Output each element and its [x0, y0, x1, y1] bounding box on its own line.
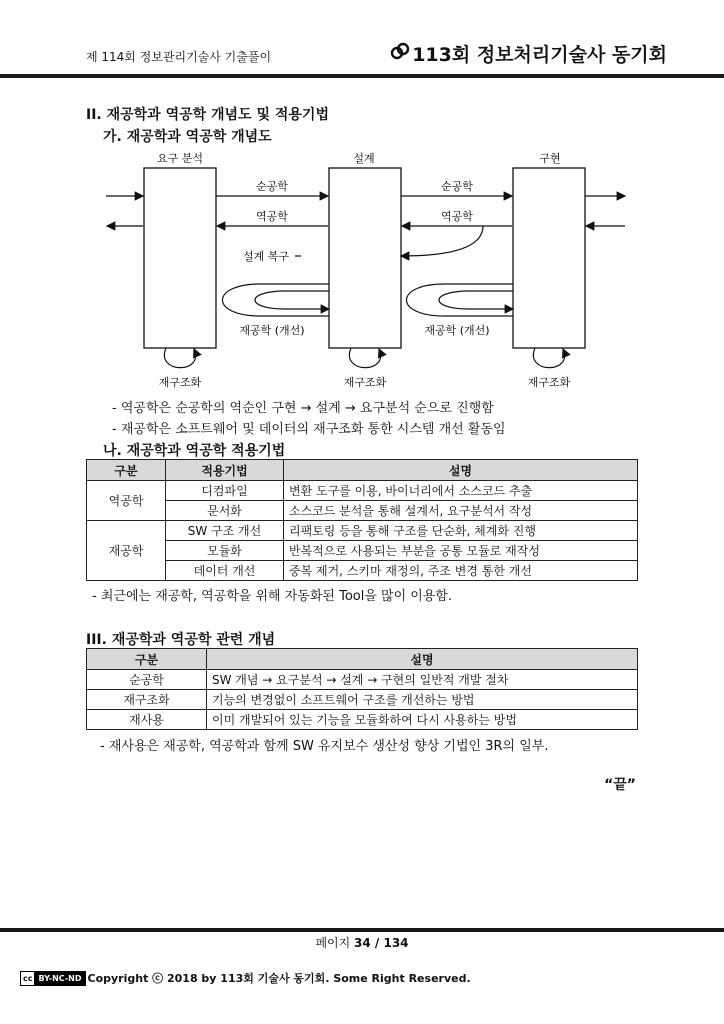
- page-separator: /: [370, 936, 384, 950]
- section3-title: III. 재공학과 역공학 관련 개념: [86, 632, 276, 648]
- technique-cell: 데이터 개선: [166, 561, 284, 581]
- table-row: [87, 541, 638, 561]
- technique-cell: SW 구조 개선: [166, 521, 284, 541]
- page-current: 34: [354, 936, 371, 950]
- table-header: 설명: [207, 649, 638, 670]
- techniques-table: [86, 459, 638, 581]
- table-header: 적용기법: [166, 460, 284, 481]
- category-cell: 역공학: [87, 481, 166, 521]
- section2-sub-a: 가. 재공학과 역공학 개념도: [103, 129, 272, 145]
- concepts-table: [86, 648, 638, 730]
- technique-cell: 디컴파일: [166, 481, 284, 501]
- desc-cell: 기능의 변경없이 소프트웨어 구조를 개선하는 방법: [207, 690, 638, 710]
- header-divider: [0, 74, 724, 78]
- forward-label-2: 순공학: [441, 180, 473, 193]
- desc-cell: 이미 개발되어 있는 기능을 모듈화하여 다시 사용하는 방법: [207, 710, 638, 730]
- link-icon: [390, 42, 410, 65]
- table-header: 구분: [87, 649, 207, 670]
- requirements-box: [144, 168, 216, 348]
- reengineering-diagram: [100, 146, 640, 392]
- cc-license-badge: [20, 971, 86, 986]
- copyright-line: [20, 970, 471, 986]
- section2-note: - 최근에는 재공학, 역공학을 위해 자동화된 Tool을 많이 이용함.: [92, 589, 453, 604]
- footer-divider: [0, 928, 724, 932]
- section3-note: - 재사용은 재공학, 역공학과 함께 SW 유지보수 생산성 향상 기법인 3R의 일부.: [100, 739, 549, 754]
- table-row: [87, 481, 638, 501]
- cc-badge-right: BY-NC-ND: [35, 972, 84, 985]
- table-row: [87, 710, 638, 730]
- table-header: 구분: [87, 460, 166, 481]
- copyright-text: Copyright ⓒ 2018 by 113회 기술사 동기회. Some Right Reserved.: [87, 972, 471, 985]
- design-box: [329, 168, 401, 348]
- table-header-row: [87, 649, 638, 670]
- reverse-label-1: 역공학: [256, 210, 288, 223]
- reverse-label-2: 역공학: [441, 210, 473, 223]
- end-mark: “끝”: [604, 777, 636, 793]
- design-recovery-arrow: [401, 226, 483, 256]
- stage-label-implementation: 구현: [539, 152, 561, 165]
- table-row: [87, 521, 638, 541]
- table-row: [87, 501, 638, 521]
- header-right-title: [390, 40, 667, 67]
- section2-bullet-2: - 재공학은 소프트웨어 및 데이터의 재구조화 통한 시스템 개선 활동임: [112, 422, 506, 437]
- desc-cell: 변환 도구를 이용, 바이너리에서 소스코드 추출: [284, 481, 638, 501]
- table-row: [87, 670, 638, 690]
- page-total: 134: [383, 936, 409, 950]
- design-recovery-label: 설계 복구: [242, 250, 290, 263]
- restructuring-label-2: 재구조화: [343, 376, 387, 389]
- header-left-title: 제 114회 정보관리기술사 기출풀이: [86, 50, 272, 64]
- technique-cell: 모듈화: [166, 541, 284, 561]
- term-cell: 재사용: [87, 710, 207, 730]
- section2-bullet-1: - 역공학은 순공학의 역순인 구현 → 설계 → 요구분석 순으로 진행함: [112, 401, 494, 416]
- desc-cell: 소스코드 분석을 통해 설계서, 요구분석서 작성: [284, 501, 638, 521]
- section2-sub-b: 나. 재공학과 역공학 적용기법: [103, 443, 286, 459]
- category-cell: 재공학: [87, 521, 166, 581]
- implementation-box: [513, 168, 585, 348]
- restructuring-label-1: 재구조화: [158, 376, 202, 389]
- page-number: [0, 934, 724, 951]
- forward-label-1: 순공학: [256, 180, 288, 193]
- reengineering-label-2: 재공학 (개선): [424, 324, 490, 337]
- header-right-text: 113회 정보처리기술사 동기회: [412, 44, 667, 66]
- table-header: 설명: [284, 460, 638, 481]
- technique-cell: 문서화: [166, 501, 284, 521]
- term-cell: 재구조화: [87, 690, 207, 710]
- desc-cell: SW 개념 → 요구분석 → 설계 → 구현의 일반적 개발 절차: [207, 670, 638, 690]
- cc-badge-left: cc: [21, 972, 35, 985]
- section2-title: II. 재공학과 역공학 개념도 및 적용기법: [86, 107, 329, 123]
- table-row: [87, 690, 638, 710]
- term-cell: 순공학: [87, 670, 207, 690]
- stage-label-requirements: 요구 분석: [156, 152, 204, 165]
- desc-cell: 반복적으로 사용되는 부분을 공통 모듈로 재작성: [284, 541, 638, 561]
- restructuring-label-3: 재구조화: [527, 376, 571, 389]
- reengineering-label-1: 재공학 (개선): [239, 324, 305, 337]
- desc-cell: 중복 제거, 스키마 재정의, 주조 변경 통한 개선: [284, 561, 638, 581]
- stage-label-design: 설계: [353, 152, 375, 165]
- table-header-row: [87, 460, 638, 481]
- desc-cell: 리팩토링 등을 통해 구조를 단순화, 체계화 진행: [284, 521, 638, 541]
- page-prefix: 페이지: [315, 936, 355, 950]
- table-row: [87, 561, 638, 581]
